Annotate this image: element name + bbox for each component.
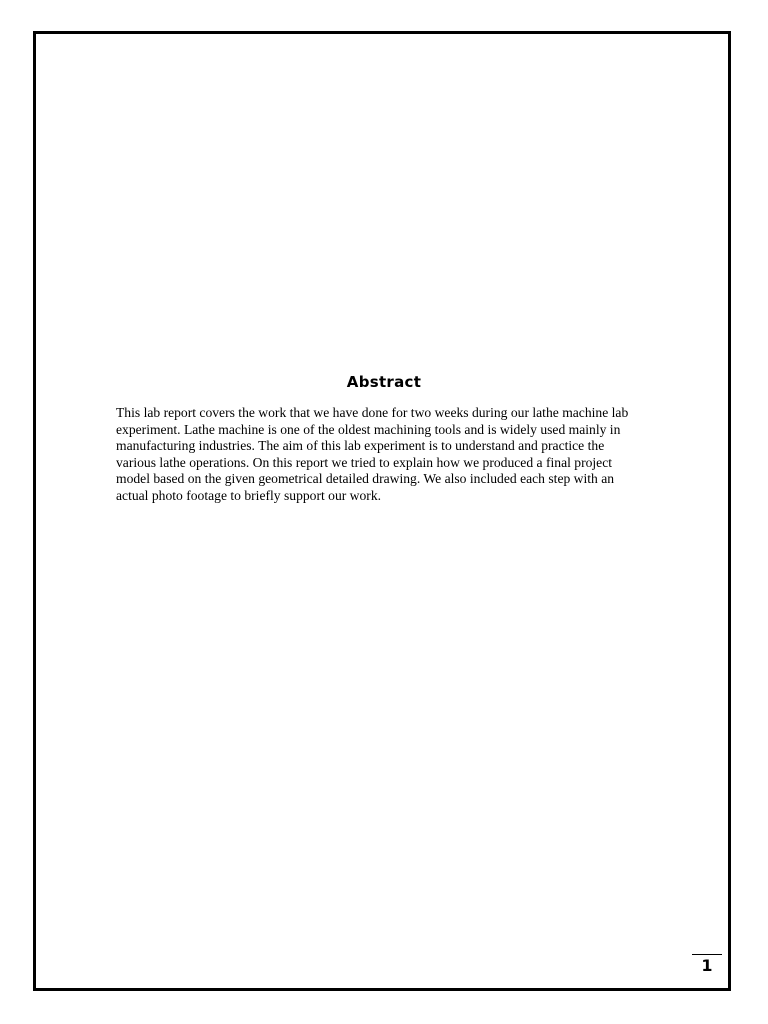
- abstract-line: actual photo footage to briefly support our work.: [116, 487, 382, 503]
- abstract-line: various lathe operations. On this report we tried to explain how we produced a final project: [116, 454, 613, 470]
- abstract-line: experiment. Lathe machine is one of the oldest machining tools and is widely used mainly in: [116, 421, 621, 437]
- abstract-line: This lab report covers the work that we have done for two weeks during our lathe machine lab: [116, 405, 629, 420]
- page-number: 1: [701, 956, 713, 975]
- abstract-paragraph: [116, 405, 656, 505]
- page-border: [33, 31, 731, 991]
- abstract-line: model based on the given geometrical detailed drawing. We also included each step with an: [116, 471, 615, 487]
- page-number-rule: [692, 954, 722, 955]
- abstract-line: manufacturing industries. The aim of this lab experiment is to understand and practice the: [116, 438, 605, 454]
- abstract-heading: Abstract: [346, 373, 422, 391]
